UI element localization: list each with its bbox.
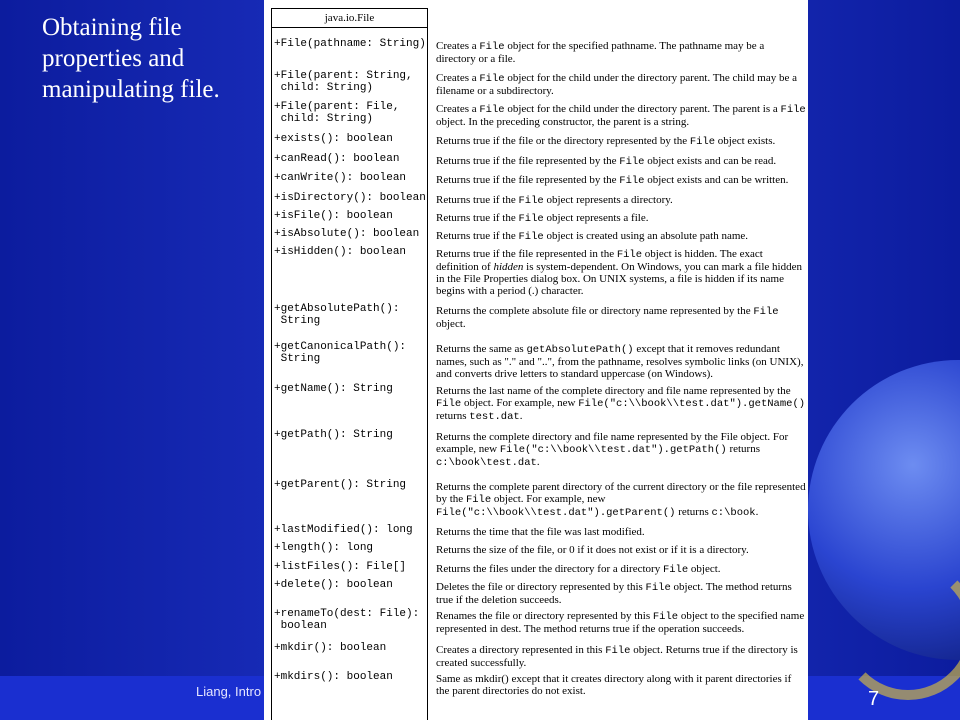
uml-method-signature: +mkdir(): boolean: [274, 642, 387, 654]
description-segment: Returns true if the file or the directory represented by the: [436, 135, 690, 147]
description-segment: c:\book\test.dat: [436, 457, 537, 469]
uml-method-signature: +listFiles(): File[]: [274, 561, 407, 573]
description-segment: Renames the file or directory represented by this: [436, 610, 653, 622]
description-segment: c:\book: [711, 507, 756, 519]
description-segment: .: [519, 410, 523, 422]
uml-method-signature: +getName(): String: [274, 383, 393, 395]
description-segment: Returns the files under the directory for a directory: [436, 563, 663, 575]
description-segment: object. The method returns true if the deletion succeeds.: [436, 581, 792, 606]
description-segment: Returns true if the: [436, 230, 519, 242]
description-segment: File: [479, 104, 505, 116]
description-segment: Returns the size of the file, or 0 if it does not exist or if it is a directory.: [436, 544, 749, 556]
slide-title: Obtaining file properties and manipulating file.: [42, 14, 220, 103]
uml-method-signature: +lastModified(): long: [274, 524, 413, 536]
description-segment: Returns the same as: [436, 343, 527, 355]
description-segment: File: [616, 249, 643, 261]
description-segment: object represents a directory.: [543, 194, 673, 206]
description-segment: Returns true if the file represented by the: [436, 174, 620, 186]
uml-method-signature: +isAbsolute(): boolean: [274, 228, 420, 240]
uml-method-description: [436, 581, 806, 606]
description-segment: Returns the last name of the complete directory and file name represented by the: [436, 385, 791, 397]
description-segment: File("c:\\book\\test.dat").getName(): [578, 398, 806, 410]
uml-method-description: [436, 40, 806, 65]
uml-method-description: [436, 343, 806, 380]
uml-method-description: [436, 103, 806, 128]
description-segment: .: [755, 506, 759, 518]
uml-method-description: [436, 673, 806, 697]
uml-class-name: java.io.File: [272, 9, 427, 28]
description-segment: File("c:\\book\\test.dat").getPath(): [499, 444, 727, 456]
description-segment: File: [479, 73, 505, 85]
uml-method-signature: +File(pathname: String): [274, 38, 426, 50]
description-segment: except that it removes redundant names, such as "." and "..", from the pathname, resolves symbolic links (on UNIX), and converts drive letters to standard uppercase (on Windows).: [436, 343, 804, 380]
description-segment: Creates a directory represented in this: [436, 644, 606, 656]
description-segment: File: [605, 645, 631, 657]
description-segment: object exists.: [715, 135, 776, 147]
uml-method-description: [436, 544, 806, 556]
uml-method-signature: +canRead(): boolean: [274, 153, 400, 165]
description-segment: object exists and can be read.: [644, 155, 777, 167]
description-segment: Returns true if the file represented in the: [436, 248, 617, 260]
description-segment: Returns true if the: [436, 212, 519, 224]
description-segment: object. For example, new: [461, 397, 579, 409]
description-segment: File: [518, 195, 544, 207]
description-segment: Creates a: [436, 72, 480, 84]
uml-method-description: [436, 248, 806, 297]
description-segment: hidden: [493, 261, 524, 273]
description-segment: File: [645, 582, 671, 594]
footer-text: Liang, Intro: [196, 684, 262, 699]
uml-method-description: [436, 135, 806, 148]
uml-method-signature: +isFile(): boolean: [274, 210, 393, 222]
uml-method-signature: +delete(): boolean: [274, 579, 393, 591]
description-segment: returns: [436, 410, 470, 422]
uml-method-description: [436, 194, 806, 207]
description-segment: Returns the time that the file was last modified.: [436, 526, 645, 538]
uml-method-signature: +mkdirs(): boolean: [274, 671, 393, 683]
uml-method-signature: +getPath(): String: [274, 429, 393, 441]
description-segment: object for the child under the directory parent. The parent is a: [504, 103, 781, 115]
description-segment: Returns the complete directory and file name represented by the File object. For example, new: [436, 431, 789, 455]
description-segment: File: [619, 175, 645, 187]
uml-method-signature: +File(parent: String, child: String): [274, 70, 413, 94]
description-segment: File: [619, 156, 645, 168]
slide-number: 7: [868, 688, 880, 710]
description-segment: returns: [675, 506, 712, 518]
description-segment: object. Returns true if the directory is created successfully.: [436, 644, 798, 669]
uml-method-description: [436, 526, 806, 538]
description-segment: object for the specified pathname. The pathname may be a directory or a file.: [436, 40, 765, 65]
description-segment: object. In the preceding constructor, the parent is a string.: [436, 116, 690, 128]
description-segment: File: [780, 104, 806, 116]
uml-method-description: [436, 155, 806, 168]
description-segment: object exists and can be written.: [644, 174, 789, 186]
uml-method-signature: +length(): long: [274, 542, 374, 554]
description-segment: object.: [688, 563, 721, 575]
description-segment: Returns true if the file represented by the: [436, 155, 620, 167]
description-segment: File: [479, 41, 505, 53]
uml-method-signature: +isHidden(): boolean: [274, 246, 407, 258]
uml-method-signature: +canWrite(): boolean: [274, 172, 407, 184]
uml-method-description: [436, 481, 806, 519]
description-segment: object represents a file.: [543, 212, 649, 224]
uml-method-description: [436, 305, 806, 330]
uml-method-signature: +File(parent: File, child: String): [274, 101, 400, 125]
description-segment: Same as mkdir() except that it creates directory along with it parent directories if the parent directories do not exist.: [436, 673, 792, 697]
uml-method-description: [436, 431, 806, 469]
description-segment: File: [662, 564, 689, 576]
description-segment: File: [652, 611, 679, 623]
description-segment: Creates a: [436, 103, 480, 115]
description-segment: getAbsolutePath(): [526, 344, 634, 356]
uml-method-description: [436, 212, 806, 225]
description-segment: Returns the complete parent directory of the current directory or the file represented by the: [436, 481, 806, 505]
uml-method-description: [436, 563, 806, 576]
description-segment: object for the child under the directory parent. The child may be a filename or a subdirectory.: [436, 72, 798, 97]
uml-method-signature: +exists(): boolean: [274, 133, 393, 145]
uml-method-signature: +isDirectory(): boolean: [274, 192, 426, 204]
uml-method-signature: +getParent(): String: [274, 479, 407, 491]
uml-method-signature: +getCanonicalPath(): String: [274, 341, 407, 365]
description-segment: object.: [436, 318, 466, 330]
description-segment: Deletes the file or directory represented by this: [436, 581, 646, 593]
description-segment: File: [753, 306, 779, 318]
description-segment: .: [536, 456, 540, 468]
uml-method-description: [436, 72, 806, 97]
uml-method-description: [436, 385, 806, 423]
description-segment: is system-dependent. On Windows, you can mark a file hidden in the File Properties dialog box. On UNIX systems, a file is hidden if its name begins with a period (.) character.: [436, 261, 802, 297]
uml-method-signature: +getAbsolutePath(): String: [274, 303, 400, 327]
uml-method-signature: +renameTo(dest: File): boolean: [274, 608, 420, 632]
description-segment: File: [465, 494, 492, 506]
description-segment: File: [689, 136, 716, 148]
uml-method-description: [436, 644, 806, 669]
description-segment: Returns the complete absolute file or directory name represented by the: [436, 305, 754, 317]
description-segment: Returns true if the: [436, 194, 519, 206]
description-segment: test.dat: [469, 411, 520, 423]
uml-method-description: [436, 174, 806, 187]
description-segment: returns: [726, 443, 760, 455]
description-segment: Creates a: [436, 40, 480, 52]
description-segment: object is created using an absolute path name.: [543, 230, 749, 242]
description-segment: File: [436, 398, 462, 410]
description-segment: File: [518, 213, 544, 225]
description-segment: object to the specified name represented in dest. The method returns true if the operation succeeds.: [436, 610, 805, 635]
uml-method-description: [436, 610, 806, 635]
description-segment: File("c:\\book\\test.dat").getParent(): [436, 507, 676, 519]
description-segment: File: [518, 231, 544, 243]
description-segment: object. For example, new: [491, 493, 606, 505]
description-segment: object is hidden. The exact definition of: [436, 248, 763, 273]
uml-method-description: [436, 230, 806, 243]
